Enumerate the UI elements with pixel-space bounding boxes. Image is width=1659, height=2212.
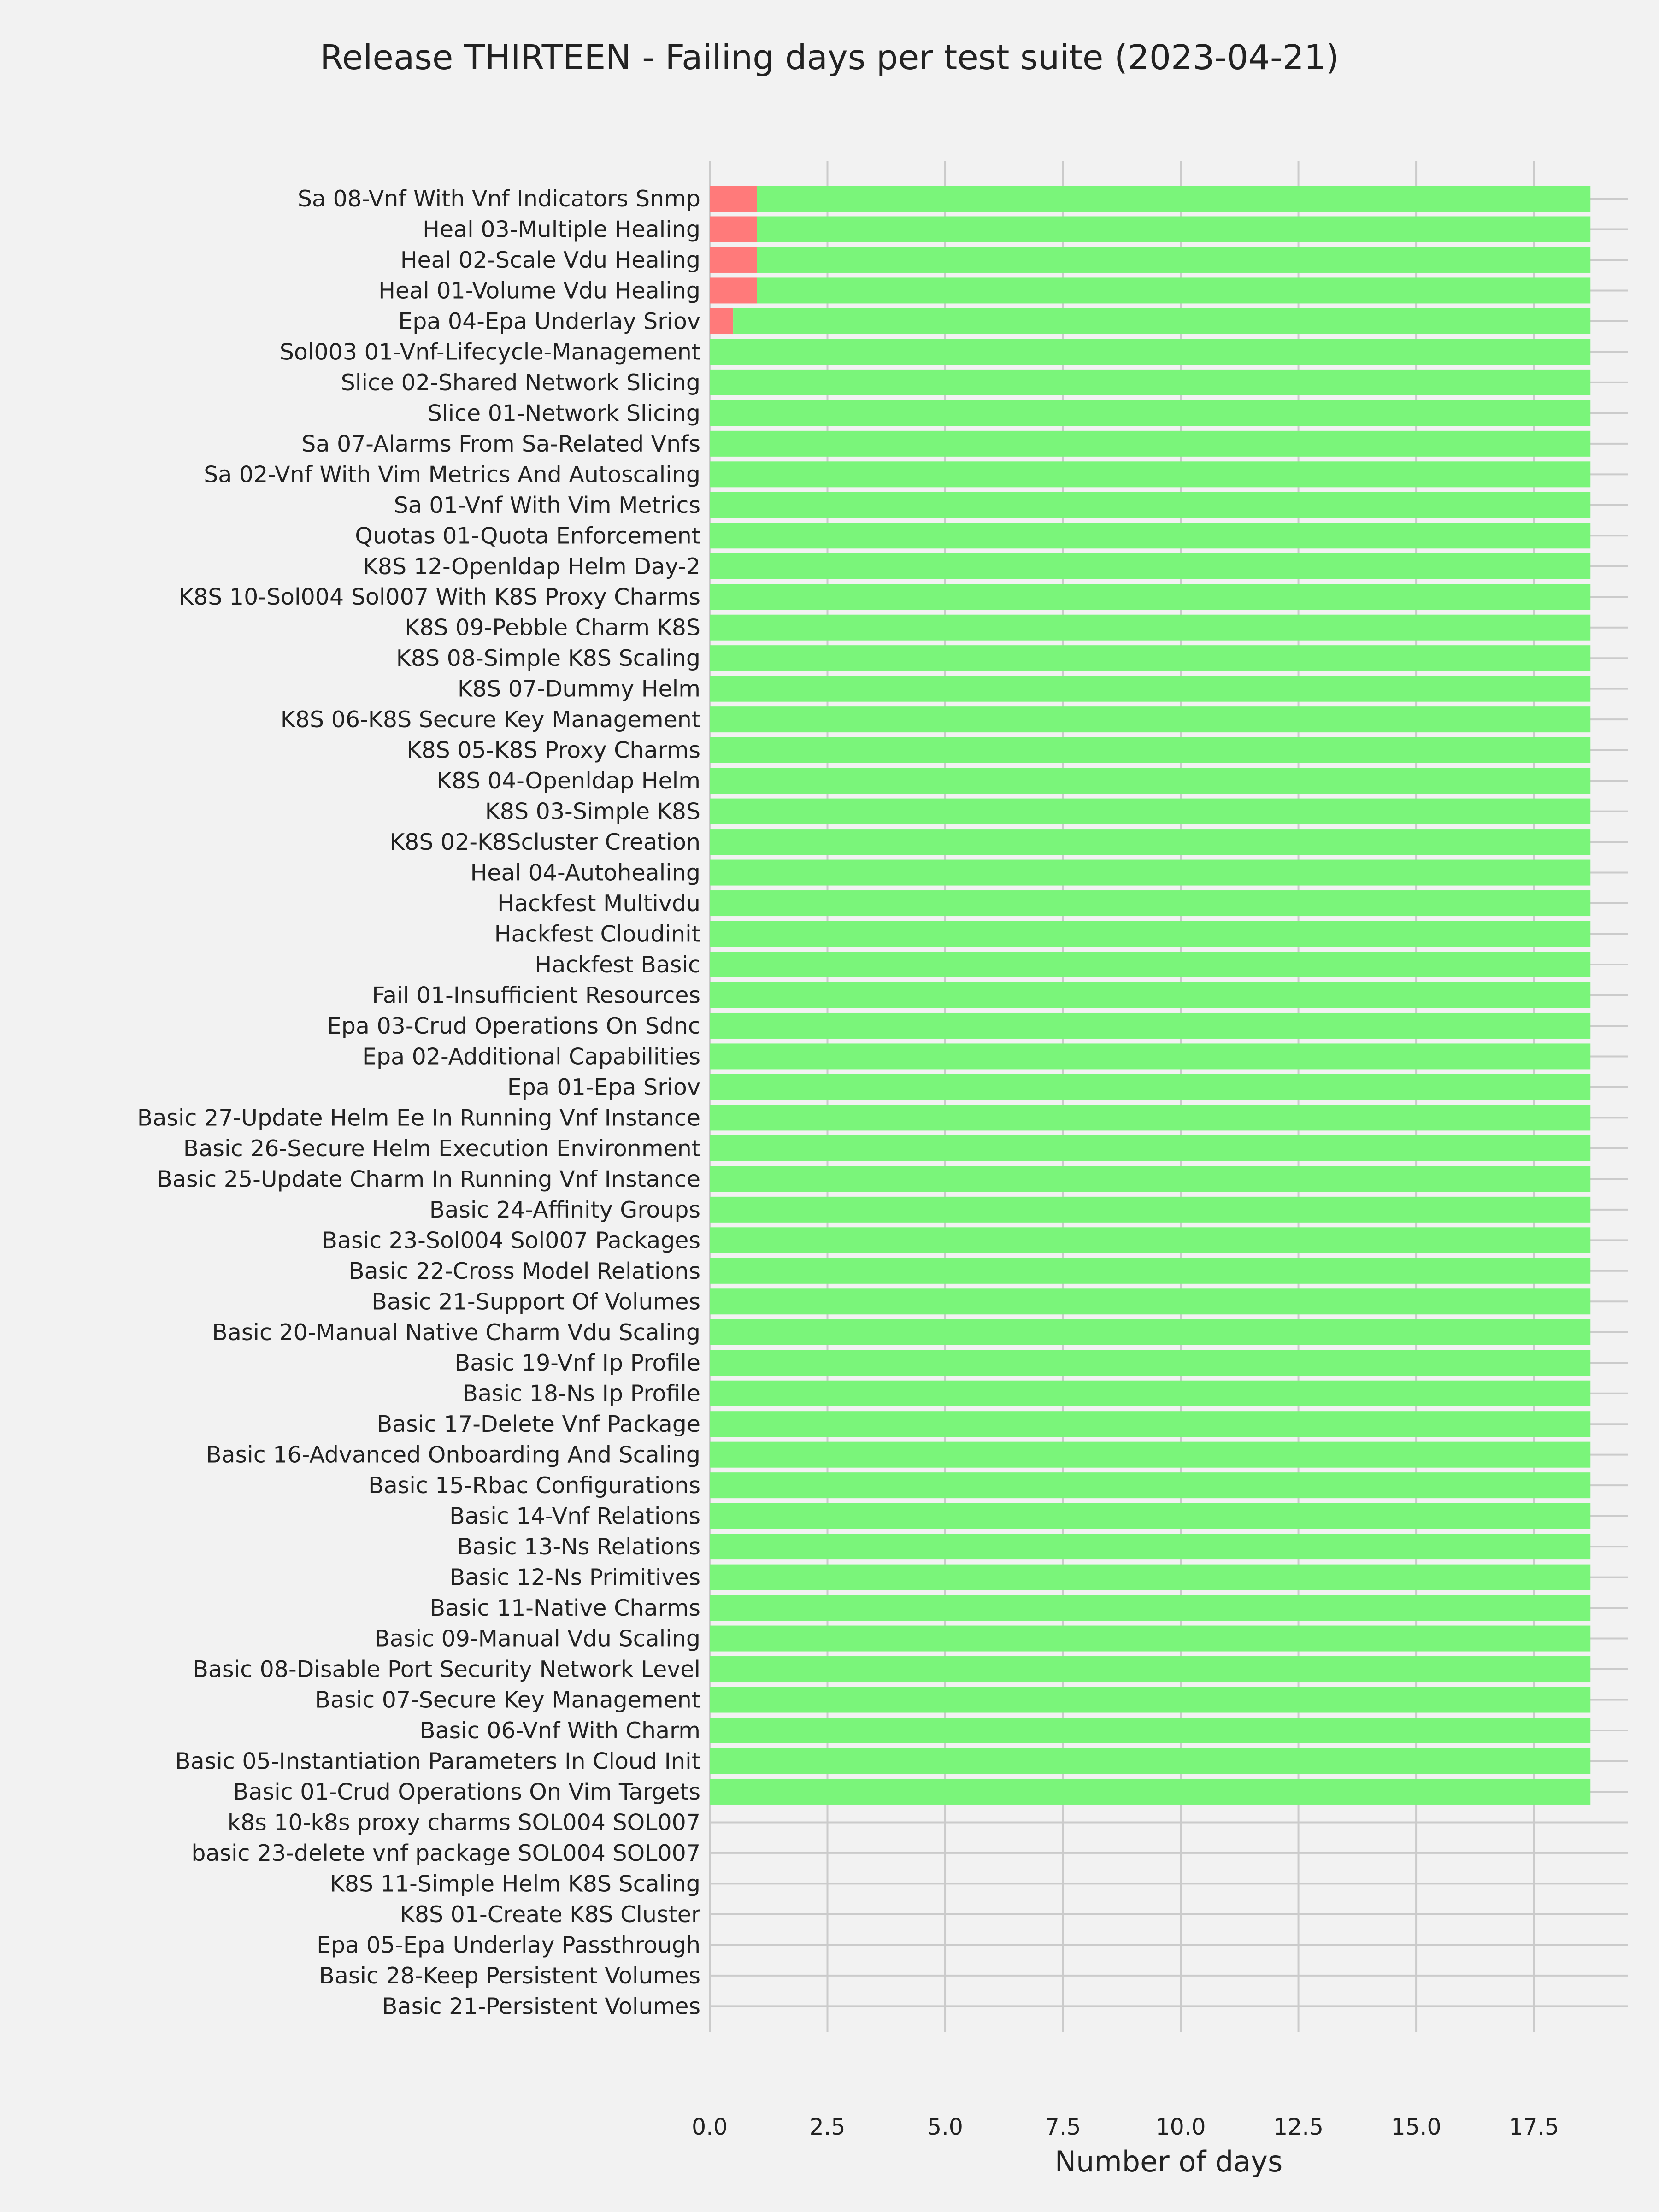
passing-days-bar — [757, 186, 1590, 212]
x-tick-label: 10.0 — [1155, 2114, 1206, 2140]
category-label: Hackfest Basic — [535, 952, 700, 978]
category-label: K8S 12-Openldap Helm Day-2 — [363, 553, 700, 580]
passing-days-bar — [710, 523, 1590, 548]
failing-days-bar — [710, 308, 733, 334]
passing-days-bar — [710, 1350, 1590, 1376]
category-label: K8S 04-Openldap Helm — [436, 768, 700, 794]
category-label: Basic 15-Rbac Configurations — [368, 1472, 700, 1499]
category-label: Basic 06-Vnf With Charm — [419, 1718, 700, 1744]
passing-days-bar — [710, 1779, 1590, 1805]
category-label: K8S 11-Simple Helm K8S Scaling — [329, 1871, 700, 1897]
passing-days-bar — [710, 1227, 1590, 1253]
category-label: Basic 28-Keep Persistent Volumes — [319, 1962, 700, 1989]
x-tick-label: 0.0 — [692, 2114, 728, 2140]
category-label: Hackfest Cloudinit — [494, 921, 700, 947]
category-label: Epa 03-Crud Operations On Sdnc — [327, 1012, 700, 1039]
passing-days-bar — [757, 247, 1590, 273]
category-label: basic 23-delete vnf package SOL004 SOL007 — [191, 1840, 700, 1866]
failing-days-bar — [710, 186, 757, 212]
passing-days-bar — [710, 1411, 1590, 1437]
passing-days-bar — [710, 1687, 1590, 1713]
passing-days-bar — [710, 1626, 1590, 1652]
category-label: Basic 01-Crud Operations On Vim Targets — [233, 1778, 700, 1805]
passing-days-bar — [710, 829, 1590, 855]
category-label: K8S 01-Create K8S Cluster — [400, 1901, 700, 1928]
x-tick-label: 2.5 — [809, 2114, 846, 2140]
passing-days-bar — [710, 1074, 1590, 1100]
category-label: Basic 19-Vnf Ip Profile — [454, 1350, 700, 1377]
passing-days-bar — [710, 676, 1590, 702]
passing-days-bar — [710, 1319, 1590, 1345]
category-label: Epa 04-Epa Underlay Sriov — [398, 308, 700, 335]
failing-days-bar — [710, 247, 757, 273]
passing-days-bar — [757, 277, 1590, 303]
category-label: Basic 09-Manual Vdu Scaling — [374, 1625, 700, 1652]
category-label: Heal 01-Volume Vdu Healing — [378, 277, 700, 304]
passing-days-bar — [710, 1013, 1590, 1039]
category-label: Sa 02-Vnf With Vim Metrics And Autoscaling — [204, 461, 700, 488]
passing-days-bar — [710, 553, 1590, 579]
category-label: K8S 09-Pebble Charm K8S — [405, 614, 700, 641]
passing-days-bar — [757, 216, 1590, 242]
passing-days-bar — [710, 645, 1590, 671]
passing-days-bar — [733, 308, 1590, 334]
category-label: Sol003 01-Vnf-Lifecycle-Management — [279, 339, 700, 365]
category-label: Epa 02-Additional Capabilities — [362, 1043, 700, 1070]
category-label: Basic 05-Instantiation Parameters In Cloud Init — [175, 1748, 700, 1775]
x-tick-label: 12.5 — [1273, 2114, 1324, 2140]
category-label: Heal 04-Autohealing — [470, 859, 700, 886]
passing-days-bar — [710, 1258, 1590, 1284]
passing-days-bar — [710, 339, 1590, 365]
category-label: Basic 22-Cross Model Relations — [349, 1258, 700, 1284]
passing-days-bar — [710, 1442, 1590, 1468]
category-label: Hackfest Multivdu — [497, 890, 700, 917]
category-label: Sa 01-Vnf With Vim Metrics — [394, 492, 700, 518]
category-label: Basic 20-Manual Native Charm Vdu Scaling — [212, 1319, 700, 1346]
category-label: K8S 10-Sol004 Sol007 With K8S Proxy Charms — [178, 584, 700, 611]
passing-days-bar — [710, 860, 1590, 886]
category-label: Basic 08-Disable Port Security Network Level — [193, 1656, 700, 1683]
x-tick-label: 15.0 — [1391, 2114, 1441, 2140]
category-label: Quotas 01-Quota Enforcement — [355, 523, 700, 549]
x-axis-title: Number of days — [1054, 2145, 1283, 2178]
failing-days-bar — [710, 277, 757, 303]
passing-days-bar — [710, 1197, 1590, 1223]
passing-days-bar — [710, 982, 1590, 1008]
passing-days-bar — [710, 1503, 1590, 1529]
category-label: K8S 05-K8S Proxy Charms — [406, 737, 700, 764]
category-label: Basic 21-Support Of Volumes — [371, 1288, 700, 1315]
category-label: Epa 01-Epa Sriov — [507, 1074, 700, 1100]
x-tick-label: 7.5 — [1045, 2114, 1081, 2140]
passing-days-bar — [710, 431, 1590, 457]
passing-days-bar — [710, 492, 1590, 518]
passing-days-bar — [710, 1472, 1590, 1498]
passing-days-bar — [710, 1043, 1590, 1069]
passing-days-bar — [710, 1534, 1590, 1559]
category-label: Basic 26-Secure Helm Execution Environment — [183, 1135, 700, 1162]
passing-days-bar — [710, 1656, 1590, 1682]
passing-days-bar — [710, 1718, 1590, 1743]
category-label: Slice 01-Network Slicing — [427, 400, 700, 427]
passing-days-bar — [710, 1595, 1590, 1621]
category-label: K8S 07-Dummy Helm — [457, 676, 700, 702]
category-label: Basic 12-Ns Primitives — [449, 1564, 700, 1591]
category-label: Basic 07-Secure Key Management — [315, 1687, 700, 1713]
chart-title: Release THIRTEEN - Failing days per test suite (2023-04-21) — [320, 38, 1339, 77]
passing-days-bar — [710, 1381, 1590, 1406]
passing-days-bar — [710, 1166, 1590, 1192]
passing-days-bar — [710, 952, 1590, 977]
category-label: Epa 05-Epa Underlay Passthrough — [317, 1932, 700, 1959]
category-label: K8S 06-K8S Secure Key Management — [280, 706, 700, 733]
passing-days-bar — [710, 400, 1590, 426]
category-label: Fail 01-Insufficient Resources — [372, 982, 700, 1009]
passing-days-bar — [710, 370, 1590, 395]
category-label: K8S 03-Simple K8S — [485, 798, 700, 825]
passing-days-bar — [710, 768, 1590, 794]
passing-days-bar — [710, 584, 1590, 610]
category-label: Sa 07-Alarms From Sa-Related Vnfs — [301, 430, 700, 457]
category-label: Heal 03-Multiple Healing — [423, 216, 700, 243]
category-label: Basic 18-Ns Ip Profile — [462, 1380, 700, 1407]
category-label: Basic 27-Update Helm Ee In Running Vnf Instance — [137, 1105, 700, 1131]
category-label: Basic 16-Advanced Onboarding And Scaling — [206, 1441, 700, 1468]
passing-days-bar — [710, 737, 1590, 763]
category-label: K8S 02-K8Scluster Creation — [390, 829, 700, 856]
category-label: Basic 23-Sol004 Sol007 Packages — [322, 1227, 700, 1254]
passing-days-bar — [710, 615, 1590, 641]
passing-days-bar — [710, 1748, 1590, 1774]
passing-days-bar — [710, 890, 1590, 916]
category-label: Sa 08-Vnf With Vnf Indicators Snmp — [297, 186, 700, 212]
category-label: K8S 08-Simple K8S Scaling — [396, 645, 700, 672]
passing-days-bar — [710, 461, 1590, 487]
failing-days-bar — [710, 216, 757, 242]
passing-days-bar — [710, 1105, 1590, 1130]
category-label: Basic 14-Vnf Relations — [449, 1503, 700, 1530]
passing-days-bar — [710, 921, 1590, 947]
passing-days-bar — [710, 1565, 1590, 1590]
category-label: Basic 21-Persistent Volumes — [382, 1993, 700, 2020]
category-label: Slice 02-Shared Network Slicing — [341, 369, 700, 396]
category-label: k8s 10-k8s proxy charms SOL004 SOL007 — [227, 1809, 700, 1836]
category-label: Heal 02-Scale Vdu Healing — [400, 247, 700, 273]
x-tick-label: 17.5 — [1509, 2114, 1559, 2140]
passing-days-bar — [710, 799, 1590, 824]
passing-days-bar — [710, 1135, 1590, 1161]
passing-days-bar — [710, 706, 1590, 732]
category-label: Basic 24-Affinity Groups — [429, 1196, 700, 1223]
category-label: Basic 11-Native Charms — [429, 1595, 700, 1622]
category-label: Basic 25-Update Charm In Running Vnf Instance — [157, 1166, 700, 1193]
x-tick-label: 5.0 — [927, 2114, 963, 2140]
category-label: Basic 17-Delete Vnf Package — [377, 1411, 700, 1438]
passing-days-bar — [710, 1288, 1590, 1314]
category-label: Basic 13-Ns Relations — [457, 1534, 700, 1560]
